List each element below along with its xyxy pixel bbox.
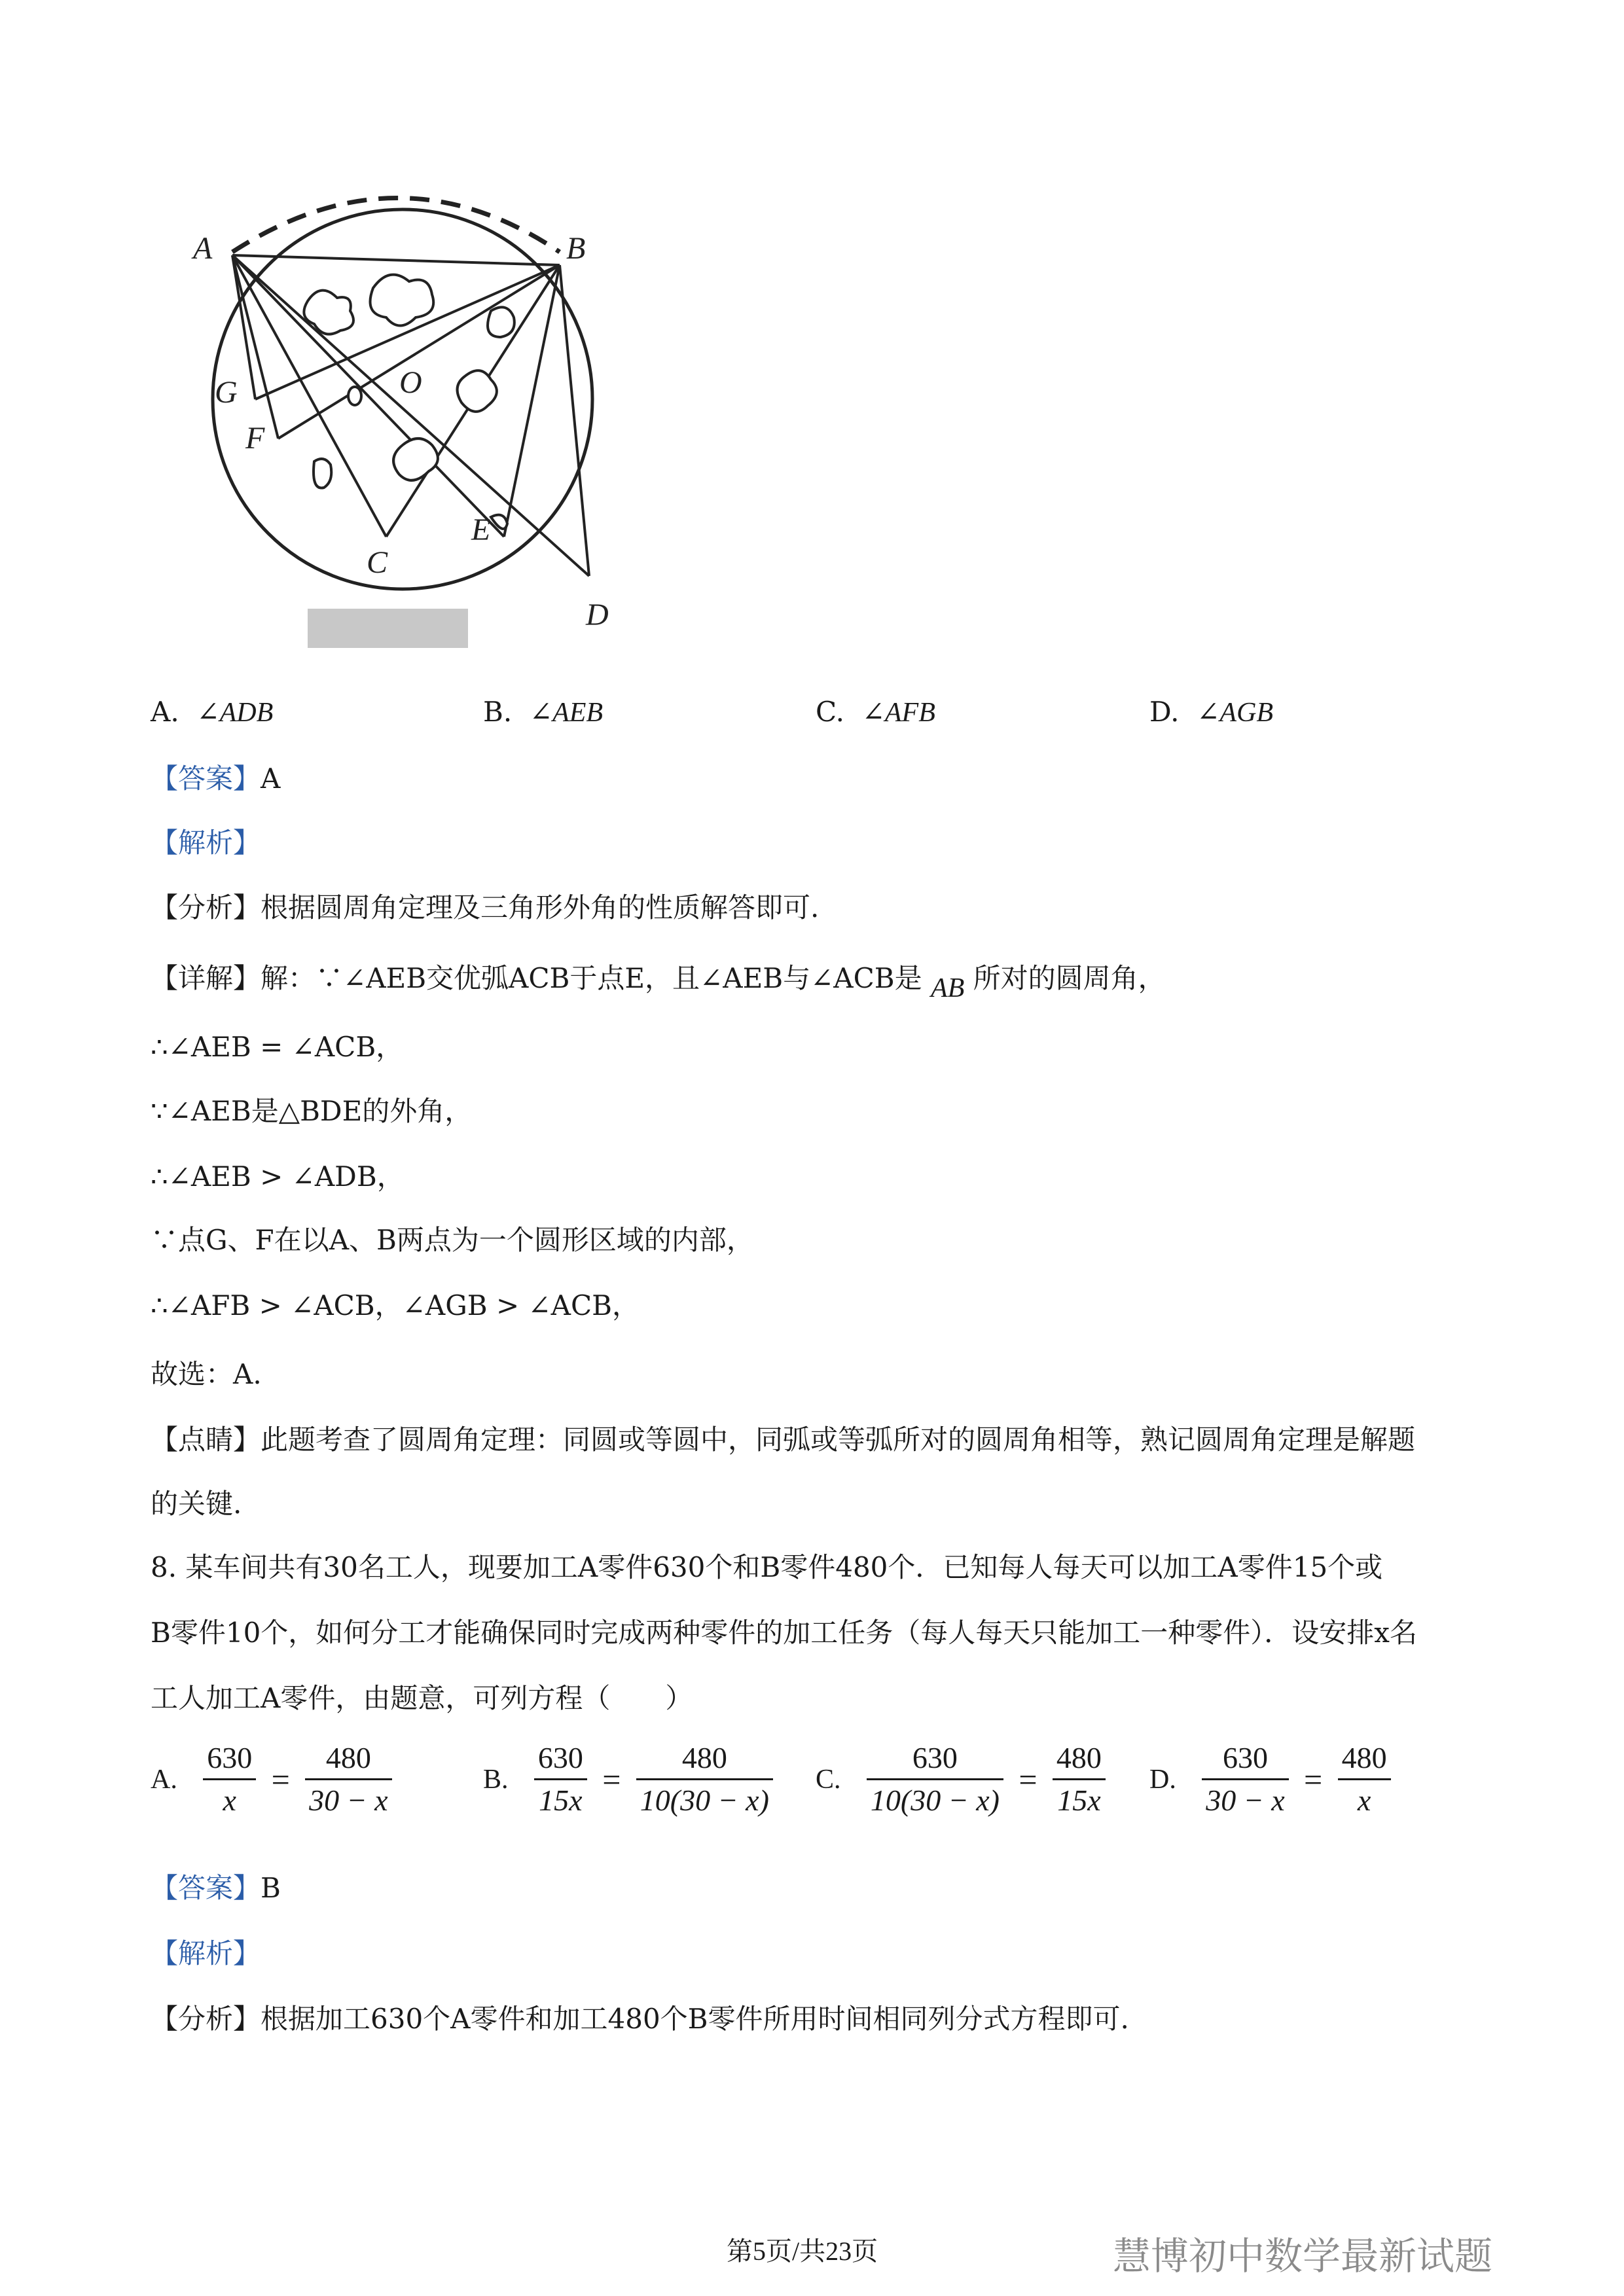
q7-detail-3: ∵∠AEB是△BDE的外角， — [151, 1095, 473, 1127]
q8-answer: 【答案】B — [151, 1872, 281, 1904]
label-e: E — [471, 512, 491, 547]
geometry-figure — [183, 151, 668, 668]
q8-stem-2: B零件10个，如何分工才能确保同时完成两种零件的加工任务（每人每天只能加工一种零件）．设安排x名 — [151, 1617, 1417, 1649]
q8-option-b: B. $\frac{630}{15x}$ = $\frac{480}{10(30 - x)}$ — [483, 1738, 773, 1821]
grey-smudge — [308, 609, 468, 648]
q7-option-c: C. ∠AFB — [816, 696, 935, 728]
q7-dianjing: 【点睛】此题考查了圆周角定理：同圆或等圆中，同弧或等弧所对的圆周角相等，熟记圆周角定理是解题 — [151, 1424, 1416, 1456]
watermark: 慧博初中数学最新试题 — [1113, 2234, 1493, 2278]
arc-ab: AB — [930, 973, 965, 1003]
q7-detail-1: 【详解】解：∵∠AEB交优弧ACB于点E，且∠AEB与∠ACB是 AB 所对的圆周角， — [151, 959, 1166, 999]
q7-detail-4: ∴∠AEB > ∠ADB， — [151, 1160, 405, 1193]
label-o: O — [399, 365, 422, 400]
q8-option-c: C. $\frac{630}{10(30 - x)}$ = $\frac{480}{15x}$ — [816, 1738, 1106, 1821]
q7-detail-7: 故选：A. — [151, 1358, 262, 1390]
q7-detail-6: ∴∠AFB > ∠ACB，∠AGB > ∠ACB， — [151, 1289, 640, 1321]
q7-option-b: B. ∠AEB — [483, 696, 604, 728]
label-b: B — [566, 231, 586, 266]
q7-fenxi: 【分析】根据圆周角定理及三角形外角的性质解答即可. — [151, 891, 820, 924]
q7-analysis-tag: 【解析】 — [151, 827, 261, 859]
q8-stem-3: 工人加工A零件，由题意，可列方程（ ） — [151, 1682, 693, 1714]
label-d: D — [586, 598, 609, 632]
page-footer: 第5页/共23页 — [727, 2236, 878, 2266]
q7-option-d: D. ∠AGB — [1149, 696, 1274, 728]
label-g: G — [215, 375, 238, 410]
q7-detail-5: ∵点G、F在以A、B两点为一个圆形区域的内部， — [151, 1224, 754, 1256]
q8-stem-1: 8. 某车间共有30名工人，现要加工A零件630个和B零件480个．已知每人每天可以加工A零件15个或 — [151, 1551, 1383, 1583]
label-f: F — [245, 421, 265, 456]
q7-dianjing-2: 的关键. — [151, 1488, 242, 1520]
q8-fenxi: 【分析】根据加工630个A零件和加工480个B零件所用时间相同列分式方程即可. — [151, 2003, 1129, 2035]
q7-detail-2: ∴∠AEB = ∠ACB， — [151, 1031, 404, 1063]
q7-option-a: A. ∠ADB — [151, 696, 274, 728]
q7-answer: 【答案】A — [151, 762, 281, 795]
label-c: C — [367, 545, 388, 580]
q8-option-a: A. $\frac{630}{x}$ = $\frac{480}{30 - x}$ — [151, 1738, 392, 1821]
q8-analysis-tag: 【解析】 — [151, 1937, 261, 1969]
q8-option-d: D. $\frac{630}{30 - x}$ = $\frac{480}{x}$ — [1149, 1738, 1391, 1821]
label-a: A — [193, 231, 213, 266]
